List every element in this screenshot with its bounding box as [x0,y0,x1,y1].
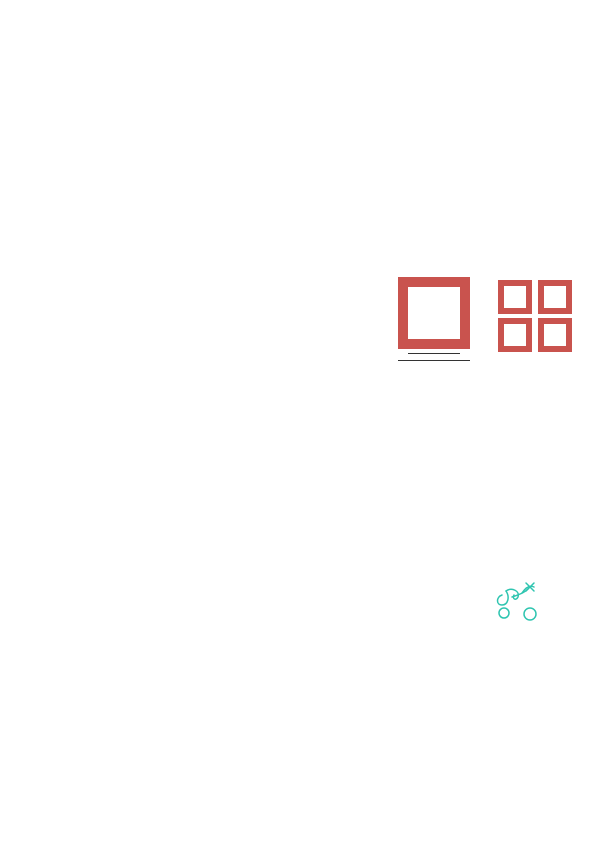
consecuencias-bullet [38,718,54,736]
efecto-borde-bullet [64,287,80,305]
habitat-figure-small-4 [538,318,572,352]
habitat-figure-small-3 [498,318,532,352]
dimension-line-inner [408,353,460,354]
habitat-figure-small-1 [498,280,532,314]
handwritten-doodle-icon [490,577,550,623]
dimension-line-outer [398,360,470,361]
habitat-figure-large [398,277,470,349]
habitat-figure-small-2 [538,280,572,314]
respuestas-bullet-1 [38,628,54,646]
respuestas-bullet-2 [38,646,54,664]
